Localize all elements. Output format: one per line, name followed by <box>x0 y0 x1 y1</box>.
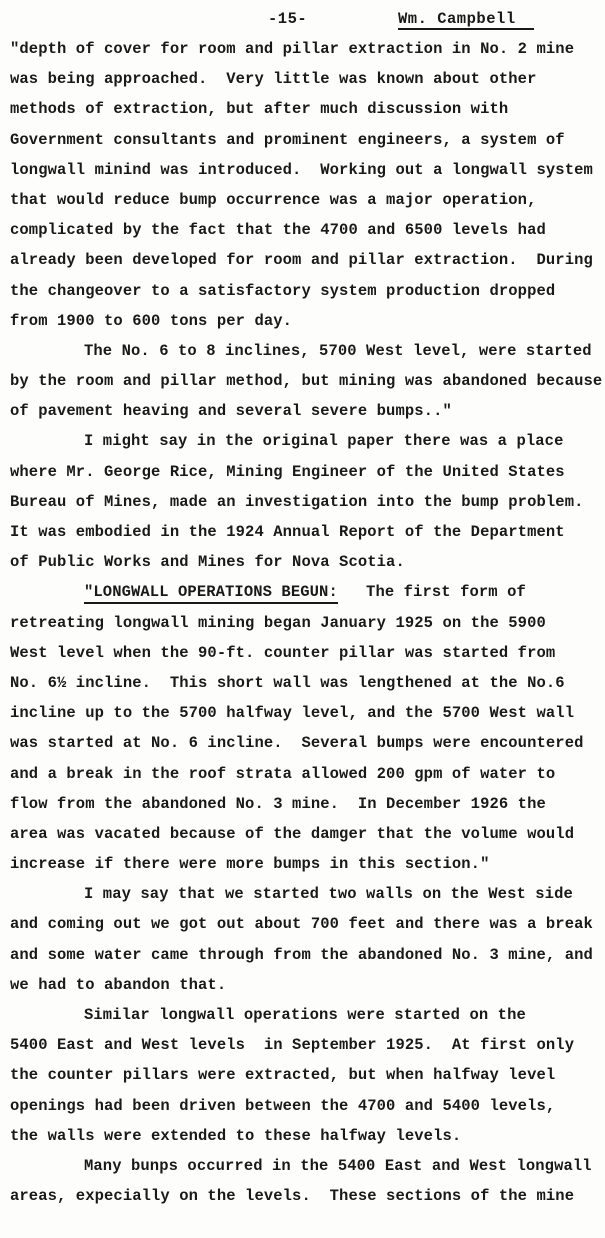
text-line: It was embodied in the 1924 Annual Report of the Department <box>10 523 565 541</box>
text-line: longwall minind was introduced. Working out a longwall system <box>10 160 593 179</box>
text-line: "depth of cover for room and pillar extraction in No. 2 mine <box>10 40 575 58</box>
text-line: increase if there were more bumps in this section." <box>10 855 490 874</box>
text-line: methods of extraction, but after much discussion with <box>10 100 509 119</box>
text-line: and a break in the roof strata allowed 200 gpm of water to <box>10 764 556 783</box>
text-line: we had to abandon that. <box>10 975 227 994</box>
text-line: retreating longwall mining began January 1925 on the 5900 <box>10 613 546 632</box>
text-line: Government consultants and prominent engineers, a system of <box>10 130 565 149</box>
text-line: and some water came through from the abandoned No. 3 mine, and <box>10 945 593 964</box>
text-line: Many bunps occurred in the 5400 East and West longwall <box>84 1156 592 1175</box>
text-line: by the room and pillar method, but mining was abandoned because <box>10 372 603 391</box>
text-line: where Mr. George Rice, Mining Engineer of the United States <box>10 462 565 481</box>
text-line: the walls were extended to these halfway levels. <box>10 1126 462 1145</box>
text-line: was started at No. 6 incline. Several bumps were encountered <box>10 734 584 753</box>
text-line: incline up to the 5700 halfway level, and the 5700 West wall <box>10 704 575 723</box>
text-line: of Public Works and Mines for Nova Scotia. <box>10 553 405 572</box>
text-line: I might say in the original paper there was a place <box>84 432 564 451</box>
text-line: openings had been driven between the 4700 and 5400 levels, <box>10 1096 556 1115</box>
section-heading: "LONGWALL OPERATIONS BEGUN: <box>84 583 338 604</box>
text-line: Bureau of Mines, made an investigation into the bump problem. <box>10 492 584 511</box>
text-line: that would reduce bump occurrence was a major operation, <box>10 190 537 209</box>
text-line: The No. 6 to 8 inclines, 5700 West level, were started <box>84 341 592 360</box>
section-heading-rest: The first form of <box>337 583 526 602</box>
document-body <box>10 34 603 1211</box>
text-line: already been developed for room and pillar extraction. During <box>10 251 593 270</box>
text-line: complicated by the fact that the 4700 and 6500 levels had <box>10 221 546 240</box>
text-line: Similar longwall operations were started on the <box>84 1006 526 1024</box>
text-line: was being approached. Very little was known about other <box>10 70 537 89</box>
text-line: West level when the 90-ft. counter pillar was started from <box>10 643 556 662</box>
text-line: No. 6½ incline. This short wall was lengthened at the No.6 <box>10 673 565 692</box>
text-line: 5400 East and West levels in September 1925. At first only <box>10 1036 575 1055</box>
text-line: and coming out we got out about 700 feet and there was a break <box>10 915 593 934</box>
text-line: the counter pillars were extracted, but when halfway level <box>10 1066 556 1085</box>
text-line <box>10 577 600 607</box>
page-number: -15- <box>268 10 308 28</box>
text-line: areas, expecially on the levels. These sections of the mine <box>10 1187 575 1206</box>
text-line: of pavement heaving and several severe bumps.." <box>10 402 452 421</box>
text-line: flow from the abandoned No. 3 mine. In December 1926 the <box>10 794 546 813</box>
text-line: I may say that we started two walls on the West side <box>84 885 573 904</box>
text-line: area was vacated because of the damger that the volume would <box>10 824 575 843</box>
author-name: Wm. Campbell <box>398 10 534 30</box>
text-line: from 1900 to 600 tons per day. <box>10 311 293 330</box>
text-line: the changeover to a satisfactory system production dropped <box>10 281 556 300</box>
